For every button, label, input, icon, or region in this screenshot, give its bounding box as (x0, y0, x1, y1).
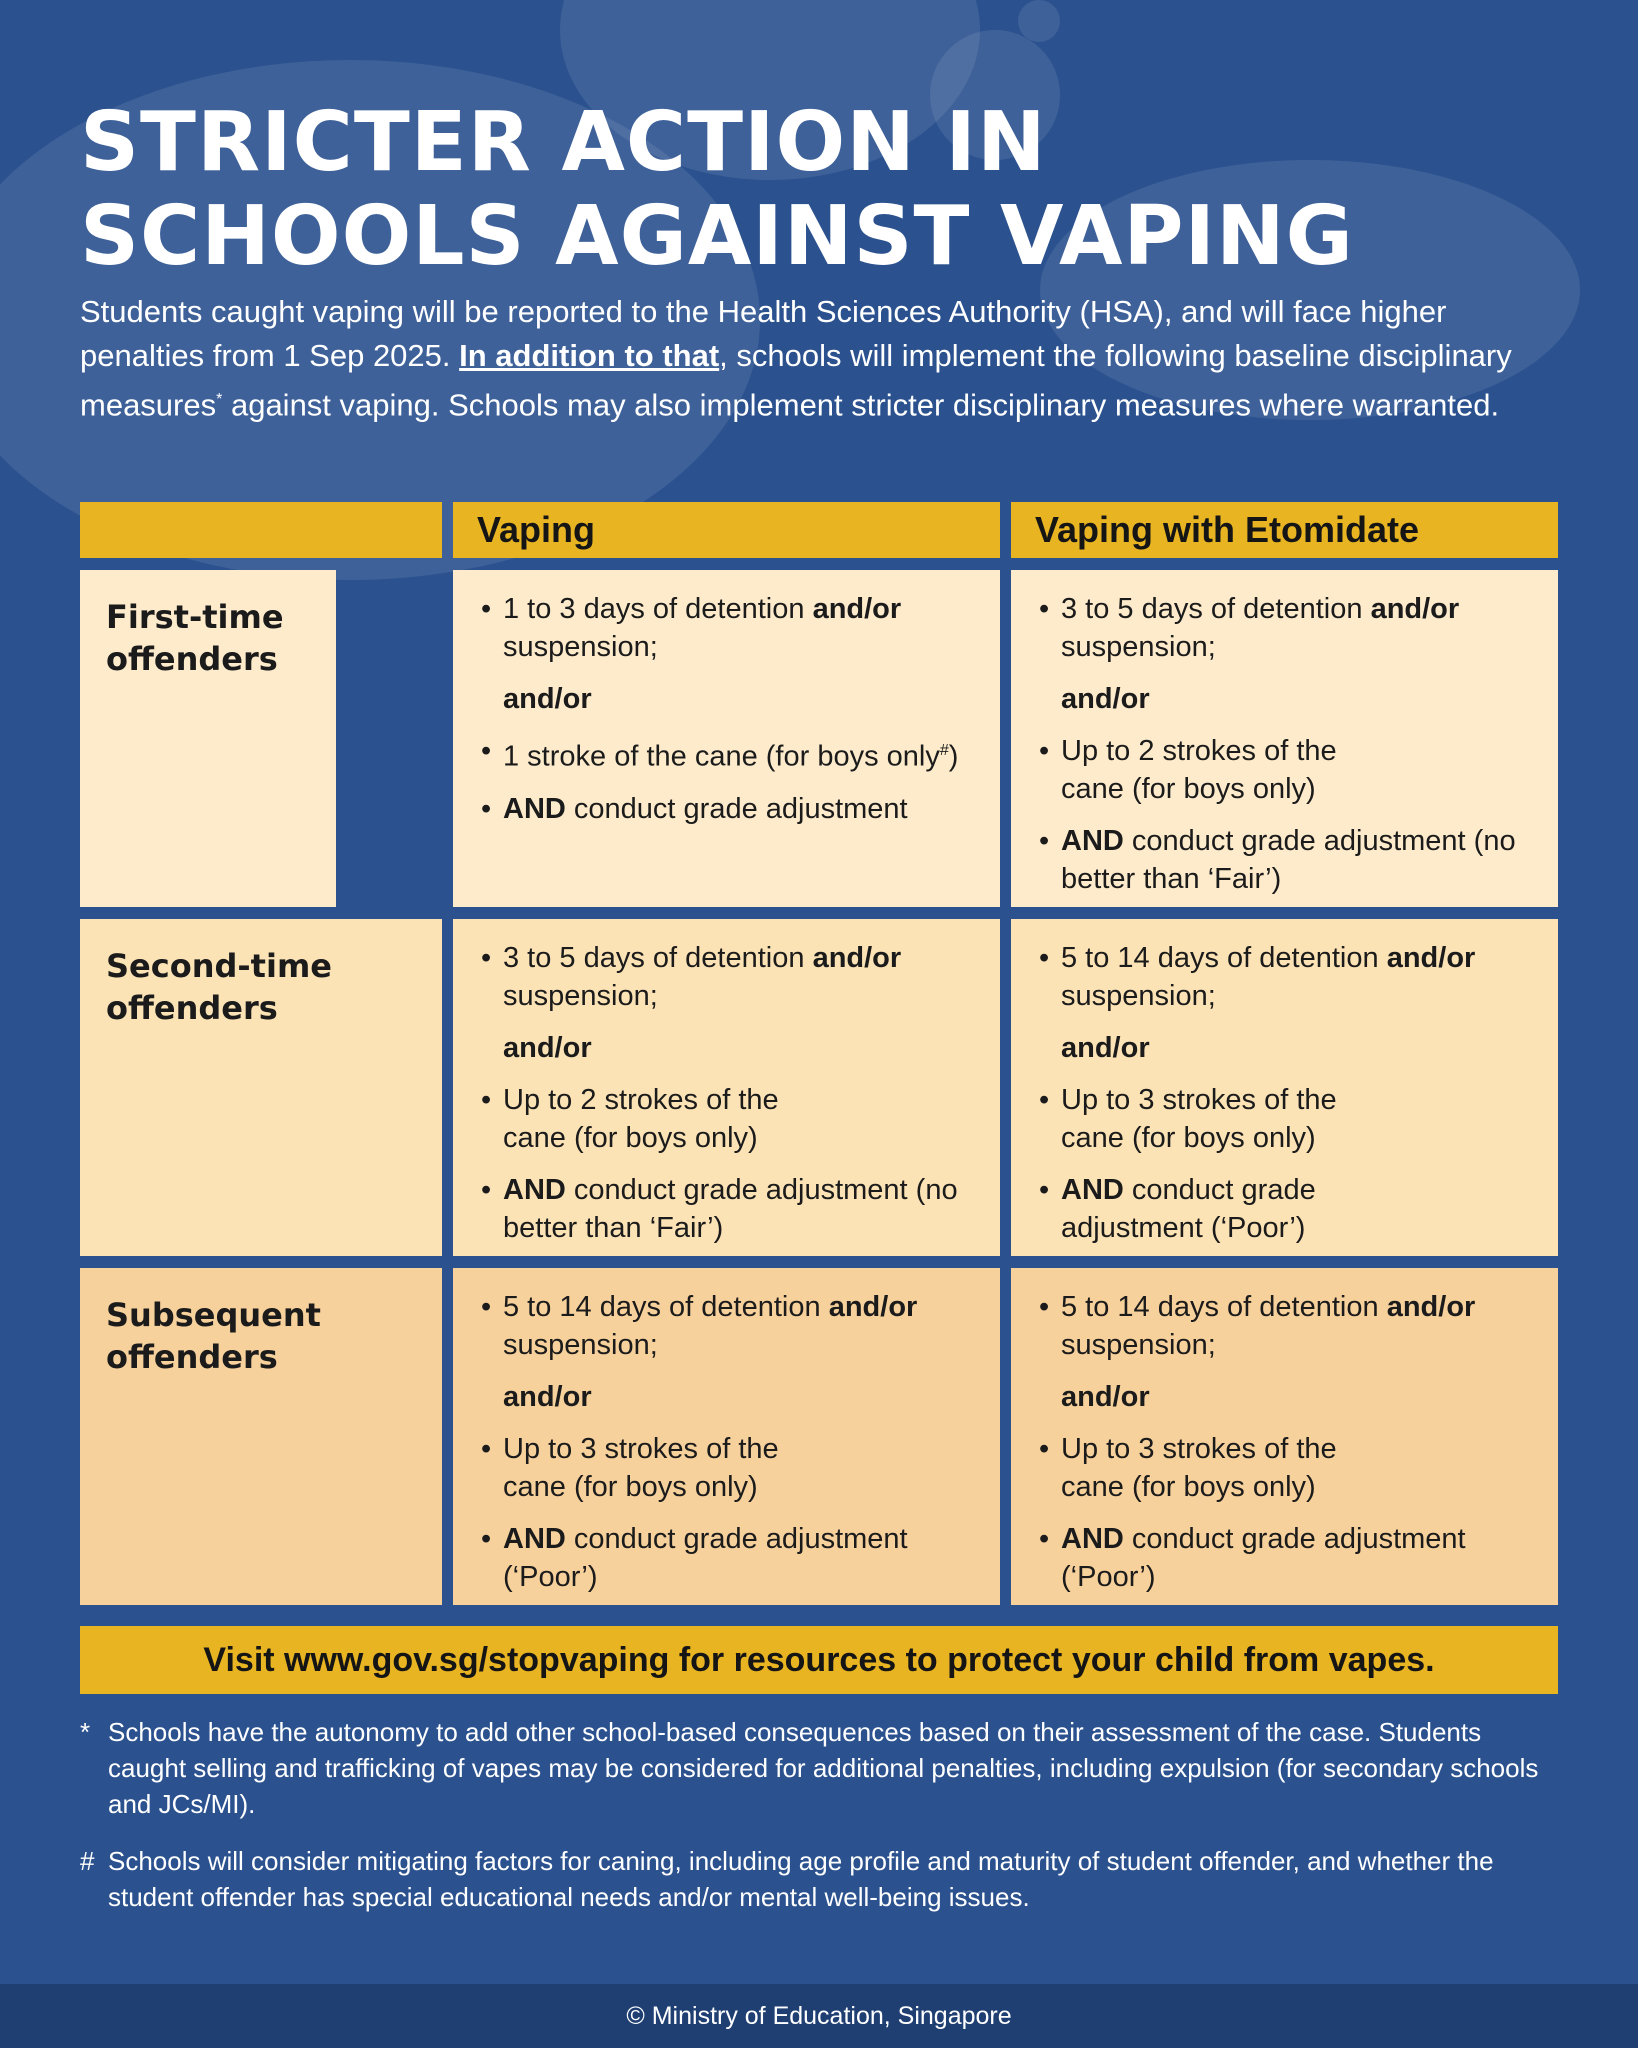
list-item: • 5 to 14 days of detention and/or suspension; (1039, 942, 1476, 1012)
footnote-text: Schools will consider mitigating factors for caning, including age profile and maturity of student offender, and whether the student offender has special educational needs and/or mental well-being issues. (108, 1846, 1494, 1912)
andor-bold: and/or (1370, 593, 1460, 625)
list-item: • 3 to 5 days of detention and/or suspension; (481, 942, 902, 1012)
andor-bold: and/or (812, 942, 902, 974)
cane-text: Up to 2 strokes of the cane (for boys only) (1061, 735, 1337, 805)
cell-second-vaping (453, 919, 1000, 1256)
andor-label: and/or (1061, 683, 1150, 715)
detention-text: 5 to 14 days of detention (503, 1291, 821, 1323)
list-item: • Up to 3 strokes of the cane (for boys only) (1039, 1430, 1538, 1506)
list-item: • Up to 3 strokes of the cane (for boys only) (1039, 1081, 1538, 1157)
list-item: • Up to 2 strokes of the cane (for boys only) (481, 1081, 980, 1157)
row-label-subsequent: Subsequent offenders (80, 1268, 442, 1605)
intro-paragraph (80, 290, 1550, 427)
footnote-hash (80, 1843, 1550, 1915)
list-item: • 1 stroke of the cane (for boys only#) (481, 735, 959, 773)
footnote-text: Schools have the autonomy to add other school-based consequences based on their assessment of the case. Students caught selling and trafficking of vapes may be considered for additional penalties, including expulsion (for secondary schools and JCs/MI). (108, 1717, 1539, 1819)
title-line-2: SCHOOLS AGAINST VAPING (80, 189, 1354, 284)
detention-text: 3 to 5 days of detention (1061, 593, 1363, 625)
list-item: • AND conduct grade adjustment (no better than ‘Fair’) (481, 1174, 958, 1244)
footnote-asterisk (80, 1714, 1550, 1822)
list-item: • AND conduct grade adjustment (no better than ‘Fair’) (1039, 825, 1516, 895)
list-item: • AND conduct grade adjustment (‘Poor’) (1039, 1523, 1466, 1593)
list-item: • 3 to 5 days of detention and/or suspension; (1039, 593, 1460, 663)
detention-text: 3 to 5 days of detention (503, 942, 805, 974)
resource-banner: Visit www.gov.sg/stopvaping for resources to protect your child from vapes. (80, 1626, 1558, 1694)
decorative-blob (1018, 0, 1060, 42)
list-item: • Up to 3 strokes of the cane (for boys only) (481, 1430, 980, 1506)
grade-text: conduct grade adjustment (no better than ‘Fair’) (503, 1174, 958, 1244)
and-bold: AND (503, 1523, 566, 1555)
and-bold: AND (1061, 1174, 1124, 1206)
grade-text: conduct grade adjustment (573, 792, 908, 825)
list-item: • AND conduct grade adjustment (481, 792, 908, 825)
cell-first-vaping (453, 570, 1000, 907)
header-blank (80, 502, 442, 558)
grade-text: conduct grade adjustment (‘Poor’) (503, 1523, 908, 1593)
and-bold: AND (1061, 1523, 1124, 1555)
and-bold: AND (503, 1174, 566, 1206)
andor-label: and/or (503, 683, 592, 715)
hash-mark: # (939, 742, 949, 759)
row-label-first-time: First-time offenders (80, 570, 336, 907)
cane-text: Up to 3 strokes of the cane (for boys only) (503, 1433, 779, 1503)
detention-text: 5 to 14 days of detention (1061, 942, 1379, 974)
intro-asterisk: * (216, 391, 223, 408)
footnote-mark: # (80, 1846, 95, 1876)
andor-bold: and/or (1386, 942, 1476, 974)
grade-text: conduct grade adjustment (‘Poor’) (1061, 1174, 1316, 1244)
andor-bold: and/or (1386, 1291, 1476, 1323)
page-title (80, 96, 1480, 284)
intro-text-2: , schools will implement the following baseline disciplinary measures (80, 338, 1512, 423)
title-line-1: STRICTER ACTION IN (80, 95, 1047, 190)
footnote-mark: * (80, 1717, 91, 1747)
cell-first-etomidate (1011, 570, 1558, 907)
intro-underline: In addition to that (459, 338, 720, 373)
copyright-footer: © Ministry of Education, Singapore (0, 1984, 1638, 2048)
penalty-table (80, 502, 1558, 1605)
list-item: • 5 to 14 days of detention and/or suspension; (481, 1291, 918, 1361)
cane-text: Up to 2 strokes of the cane (for boys only) (503, 1084, 779, 1154)
grade-text: conduct grade adjustment (no better than ‘Fair’) (1061, 825, 1516, 895)
list-item: • 5 to 14 days of detention and/or suspension; (1039, 1291, 1476, 1361)
cane-text: 1 stroke of the cane (for boys only (503, 740, 940, 773)
cane-close: ) (948, 740, 959, 773)
intro-text-3: against vaping. Schools may also implement stricter disciplinary measures where warranted. (222, 387, 1500, 423)
andor-bold: and/or (812, 593, 902, 625)
cell-second-etomidate (1011, 919, 1558, 1256)
row-label-second-time: Second-time offenders (80, 919, 442, 1256)
list-item: • Up to 2 strokes of the cane (for boys only) (1039, 732, 1538, 808)
and-bold: AND (1061, 825, 1124, 857)
list-item: • 1 to 3 days of detention and/or suspension; (481, 593, 902, 663)
detention-text: 1 to 3 days of detention (503, 593, 805, 625)
detention-tail: suspension; (1061, 1329, 1216, 1361)
list-item: • AND conduct grade adjustment (‘Poor’) (1039, 1174, 1316, 1244)
intro-text-1: Students caught vaping will be reported to the Health Sciences Authority (HSA), and will face higher penalties from 1 Sep 2025. (80, 294, 1447, 373)
andor-bold: and/or (828, 1291, 918, 1323)
header-etomidate: Vaping with Etomidate (1011, 502, 1558, 558)
header-vaping: Vaping (453, 502, 1000, 558)
andor-label: and/or (503, 1032, 592, 1064)
cane-text: Up to 3 strokes of the cane (for boys only) (1061, 1084, 1337, 1154)
detention-text: 5 to 14 days of detention (1061, 1291, 1379, 1323)
andor-label: and/or (1061, 1032, 1150, 1064)
and-bold: AND (503, 792, 566, 825)
detention-tail: suspension; (503, 980, 658, 1012)
andor-label: and/or (1061, 1381, 1150, 1413)
cell-subsequent-etomidate (1011, 1268, 1558, 1605)
cell-subsequent-vaping (453, 1268, 1000, 1605)
detention-tail: suspension; (1061, 631, 1216, 663)
detention-tail: suspension; (503, 1329, 658, 1361)
grade-text: conduct grade adjustment (‘Poor’) (1061, 1523, 1466, 1593)
andor-label: and/or (503, 1381, 592, 1413)
list-item: • AND conduct grade adjustment (‘Poor’) (481, 1523, 908, 1593)
cane-text: Up to 3 strokes of the cane (for boys only) (1061, 1433, 1337, 1503)
detention-tail: suspension; (1061, 980, 1216, 1012)
detention-tail: suspension; (503, 631, 658, 663)
